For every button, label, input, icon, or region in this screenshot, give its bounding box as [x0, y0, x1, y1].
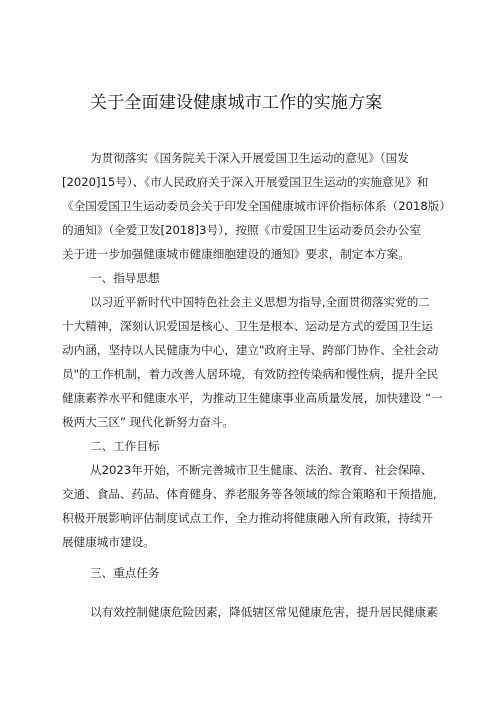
section2-line-1: 从2023年开始，不断完善城市卫生健康、法治、教育、社会保障、 — [90, 463, 433, 477]
section2-line-4: 展健康城市建设。 — [62, 535, 155, 549]
section1-line-3: 动内涵，坚持以人民健康为中心，建立"政府主导、跨部门协作、全社会动 — [62, 343, 439, 357]
section1-line-5: 健康素养水平和健康水平，为推动卫生健康事业高质量发展，加快建设 “一 — [62, 391, 443, 405]
section-heading-key-tasks: 三、重点任务 — [90, 566, 160, 580]
section2-line-2: 交通、食品、药品、体育健身、养老服务等各领域的综合策略和干预措施, — [62, 487, 437, 501]
section-heading-guiding-ideology: 一、指导思想 — [90, 271, 160, 285]
section1-line-2: 十大精神，深刻认识爱国是核心、卫生是根本、运动是方式的爱国卫生运 — [62, 319, 434, 333]
intro-line-3: 《全国爱国卫生运动委员会关于印发全国健康城市评价指标体系（2018版） — [62, 199, 451, 213]
section-heading-work-goals: 二、工作目标 — [90, 439, 160, 453]
section1-line-6: 极两大三区” 现代化新努力奋斗。 — [62, 415, 235, 429]
section1-line-4: 员"的工作机制，着力改善人居环境，有效防控传染病和慢性病，提升全民 — [62, 367, 439, 381]
section1-line-1: 以习近平新时代中国特色社会主义思想为指导,全面贯彻落实党的二 — [90, 295, 430, 309]
intro-line-4: 的通知》（全爱卫发[2018]3号），按照《市爱国卫生运动委员会办公室 — [62, 223, 421, 237]
section3-line-1: 以有效控制健康危险因素，降低辖区常见健康危害，提升居民健康素 — [90, 605, 438, 619]
intro-line-5: 关于进一步加强健康城市健康细胞建设的通知》要求，制定本方案。 — [62, 247, 410, 261]
section2-line-3: 积极开展影响评估制度试点工作，全力推动将健康融入所有政策，持续开 — [62, 511, 434, 525]
intro-line-2: [2020]15号）、《市人民政府关于深入开展爱国卫生运动的实施意见》和 — [62, 175, 429, 189]
document-title: 关于全面建设健康城市工作的实施方案 — [90, 93, 383, 113]
intro-line-1: 为贯彻落实《国务院关于深入开展爱国卫生运动的意见》（国发 — [90, 151, 409, 165]
